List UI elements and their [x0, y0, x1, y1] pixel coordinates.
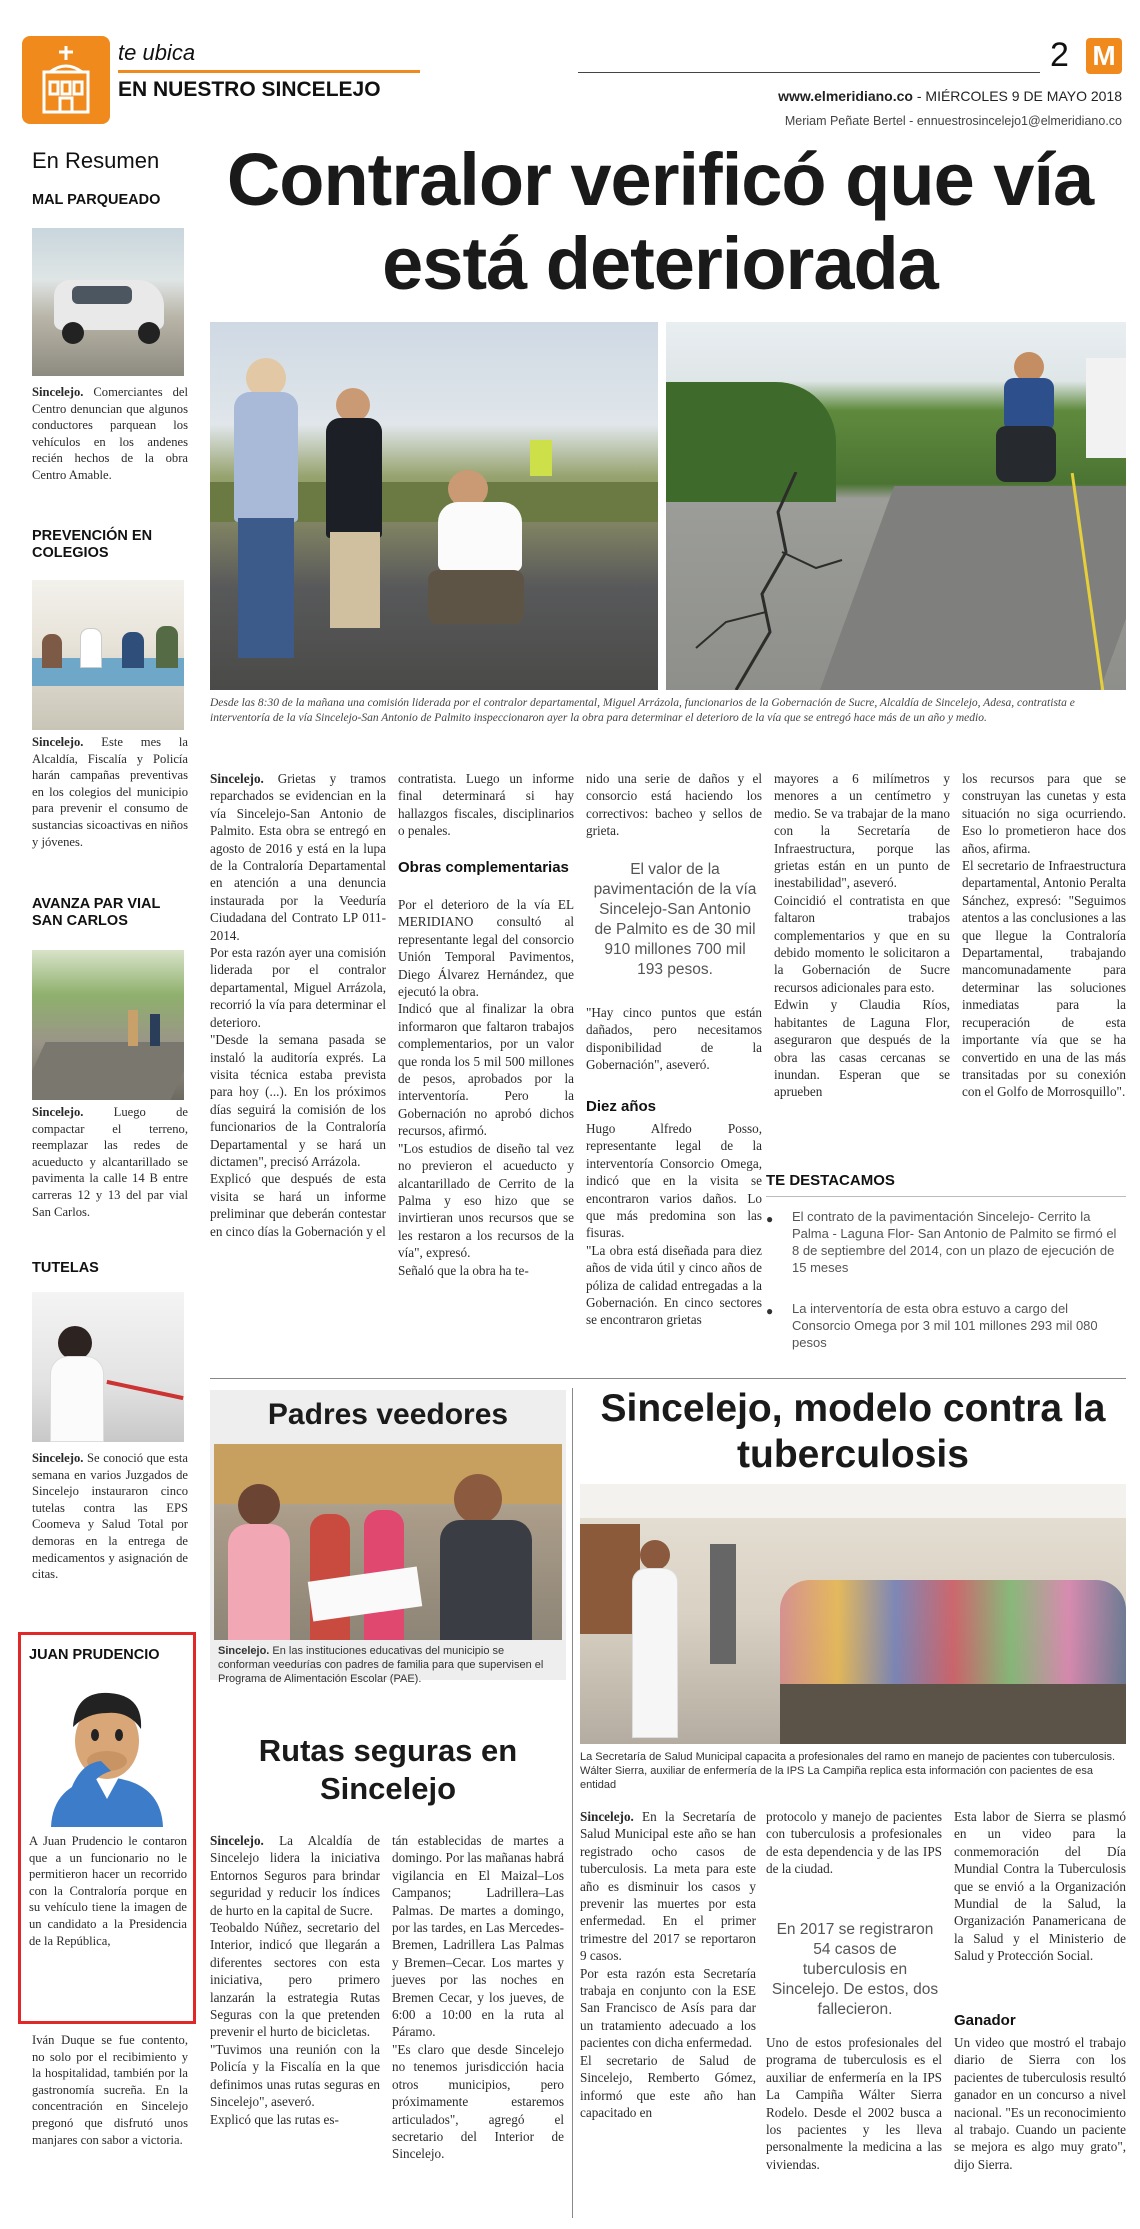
photo-cracked-road [666, 322, 1126, 690]
bullet-icon: ● [766, 1212, 774, 1226]
destacamos-rule [766, 1196, 1126, 1197]
section-title: EN NUESTRO SINCELEJO [118, 78, 381, 101]
destacamos-item-2: ● La interventoría de esta obra estuvo a cargo del Consorcio Omega por 3 mil 101 millones 293 mil 080 pesos [766, 1301, 1098, 1350]
main-col2-subhead: Obras complementarias [398, 859, 569, 876]
tuberculosis-col3a: Esta labor de Sierra se plasmó en un video para la conmemoración del Día Mundial Contra la Tuberculosis que se envió a la Organización Mundial de la Salud, la Organización Panamericana de la Salud y el Ministerio de Salud y Protección Social. [954, 1809, 1126, 1964]
sidebar-head-tutelas: TUTELAS [32, 1260, 99, 1276]
site-link[interactable]: www.elmeridiano.co [778, 88, 913, 104]
rutas-col1: Sincelejo. La Alcaldía de Sincelejo lidera la iniciativa Entornos Seguros para brindar seguridad y reducir los índices de hurto en la capital de Sucre. Teobaldo Núñez, secretario del Interior, indicó que llegarán a diferentes sectores con esta iniciativa, pero primero lanzarán la estrategia Rutas Seguras con la que pretenden prevenir el hurto de bicicletas. "Tuvimos una reunión con la Policía y la Fiscalía en la que definimos unas rutas seguras en Sincelejo", aseveró. Explicó que las rutas es- [210, 1833, 380, 2127]
section-rule [118, 70, 420, 73]
main-col3c: Hugo Alfredo Posso, representante legal de la interventoría Consorcio Omega, indicó que en la visita se encontraron varios daños. Lo que más predomina son las fisuras. "La obra está diseñada para diez años de vida útil y cinco años de póliza de calidad entregadas a la Gobernación. En cinco sectores se encontraron grietas [586, 1121, 762, 1328]
sidebar-head-parvial: AVANZA PAR VIAL SAN CARLOS [32, 896, 161, 929]
section-pre: te ubica [118, 40, 196, 65]
juan-prudencio-head: JUAN PRUDENCIO [29, 1647, 160, 1663]
main-col2b: Por el deterioro de la vía EL MERIDIANO consultó al representante legal del consorcio Unión Temporal Pavimentos, Diego Álvarez Hernández, que ejecutó la obra. Indicó que al finalizar la obra informaron que faltaron trabajos complementarios, por un valor que ronda los 5 mil 500 millones de pesos, aprobados por la interventoría. Pero la Gobernación no aprobó dichos recursos, afirmó. "Los estudios de diseño tal vez no previeron el acueducto y alcantarillado de Cerrito de la Palma y eso hizo que se invirtieran unos recursos que se les restaron a los recursos de la vía", expresó. Señaló que la obra ha te- [398, 897, 574, 1278]
page-number: 2 [1050, 36, 1069, 74]
tuberculosis-col2a: protocolo y manejo de pacientes con tuberculosis a profesionales de esta dependencia y de las IPS de la ciudad. [766, 1809, 942, 1877]
main-col3-subhead: Diez años [586, 1098, 657, 1115]
header-rule [578, 72, 1040, 73]
photo-inspection [210, 322, 658, 690]
juan-prudencio-text: A Juan Prudencio le contaron que a un funcionario no le permitieron hacer un recorrido con la Contraloría porque en su vehículo tiene la imagen de un candidato a la Presidencia de la República, [29, 1834, 187, 1948]
photo-parents [214, 1444, 562, 1640]
section-logo [22, 36, 110, 124]
section-divider [210, 1378, 1126, 1379]
sidebar-text-tutelas: Sincelejo. Se conoció que esta semana en varios Juzgados de Sincelejo instauraron cinco tutelas contra las EPS Coomeva y Salud Total por demoras en la entrega de medicamentos y asignación de citas. [32, 1451, 188, 1582]
main-headline: Contralor verificó que vía está deteriorada [226, 138, 1094, 305]
main-photo-caption: Desde las 8:30 de la mañana una comisión liderada por el contralor departamental, Miguel Arrázola, funcionarios de la Gobernación de Sucre, Alcaldía de Sincelejo, Adesa, contratista e interventoría de la vía Sincelejo-San Antonio de Palmito inspeccionaron ayer la obra para determinar el deterioro de la vía que se entregó hace más de un año y medio. [210, 697, 1075, 724]
newspaper-logo: M [1086, 38, 1122, 74]
dateline [778, 88, 1122, 104]
church-icon [22, 36, 110, 124]
sidebar-text-parqueado: Sincelejo. Comerciantes del Centro denuncian que algunos conductores parquean los vehículos en los andenes recién hechos de la obra Centro Amable. [32, 385, 188, 482]
tuberculosis-col1: Sincelejo. En la Secretaría de Salud Municipal este año se han registrado ocho casos de tuberculosis. La meta para este año es disminuir los casos y prevenir las muertes por esta enfermedad. En el primer trimestre del 2017 se reportaron 9 casos. Por esta razón esta Secretaría trabaja en conjunto con la ESE San Francisco de Asís para dar un tratamiento adecuado a los pacientes con dicha enfermedad. El secretario de Salud de Sincelejo, Remberto Gómez, informó que este año han capacitado en [580, 1809, 756, 2120]
sidebar-text-parvial: Sincelejo. Luego de compactar el terreno, reemplazar las redes de acueducto y alcantarillado se pavimenta la calle 14 B entre carreras 12 y 13 del par vial San Carlos. [32, 1105, 188, 1219]
tuberculosis-col3-subhead: Ganador [954, 2012, 1016, 2029]
padres-caption: Sincelejo. En las instituciones educativas del municipio se conforman veedurías con padres de familia para que supervisen el Programa de Alimentación Escolar (PAE). [218, 1645, 544, 1685]
column-divider [572, 1388, 573, 2218]
photo-court-office [32, 1292, 184, 1442]
padres-title: Padres veedores [267, 1398, 509, 1431]
photo-parked-car [32, 228, 184, 376]
juan-prudencio-box [18, 1632, 196, 2024]
bullet-icon: ● [766, 1304, 774, 1318]
destacamos-item-1: ● El contrato de la pavimentación Sincelejo- Cerrito la Palma - Laguna Flor- San Antonio de Palmito se firmó el 8 de septiembre del 2014, con un plazo de ejecución de 15 meses [766, 1209, 1117, 1275]
cartoon-man-icon [31, 1677, 183, 1827]
photo-health-workshop [580, 1484, 1126, 1744]
photo-street-works [32, 950, 184, 1100]
sidebar-title: En Resumen [32, 148, 160, 173]
byline: Meriam Peñate Bertel - ennuestrosincelejo1@elmeridiano.co [784, 114, 1122, 128]
main-col3b: "Hay cinco puntos que están dañados, pero necesitamos disponibilidad de la Gobernación", aseveró. [586, 1005, 762, 1073]
tuberculosis-title: Sincelejo, modelo contra la tuberculosis [600, 1387, 1106, 1476]
main-col2a: contratista. Luego un informe final determinará si hay hallazgos fiscales, disciplinarios o penales. [398, 771, 574, 839]
padres-box [210, 1390, 566, 1685]
date-text: - MIÉRCOLES 9 DE MAYO 2018 [912, 88, 1122, 104]
tuberculosis-caption: La Secretaría de Salud Municipal capacita a profesionales del ramo en manejo de pacientes con tuberculosis. Wálter Sierra, auxiliar de enfermería de la IPS La Campiña replica esta información con pacientes de esa entidad [580, 1751, 1116, 1791]
main-col5: los recursos para que se construyan las cunetas y esta situación no siga ocurriendo. Eso lo prometieron hace dos años, afirma. El secretario de Infraestructura departamental, Antonio Peralta Sánchez, expresó: "Seguimos atentos a las conclusiones a las que llegue la Contraloría Departamental, trabajando mancomunadamente para determinar las soluciones inmediatas para la recuperación de esta importante vía que se ha convertido en una de las más transitadas por su conexión con el Golfo de Morrosquillo". [962, 771, 1126, 1100]
tuberculosis-col2b: Uno de estos profesionales del programa de tuberculosis es el auxiliar de enfermería en la IPS La Campiña Wálter Sierra Rodelo. Desde el 2002 busca a los pacientes y les lleva personalmente la medicina a las viviendas. [766, 2035, 942, 2172]
sidebar-head-prevencion: PREVENCIÓN EN COLEGIOS [32, 528, 153, 561]
sidebar-text-prevencion: Sincelejo. Este mes la Alcaldía, Fiscalía y Policía harán campañas preventivas en los colegios del municipio para prevenir el consumo de sustancias sicoactivas en niños y jóvenes. [32, 735, 188, 849]
destacamos-title: TE DESTACAMOS [766, 1172, 895, 1189]
main-col1: Sincelejo. Grietas y tramos reparchados se evidencian en la vía Sincelejo-San Antonio de Palmito. Esta obra se entregó en agosto de 2016 y está en la lupa de la Contraloría Departamental en atención a una denuncia instaurada por la Veeduría Ciudadana del Contrato LP 011-2014. Por esta razón ayer una comisión liderada por el contralor departamental, Miguel Arrázola, recorrió la vía para determinar el deterioro. "Desde la semana pasada se instaló la auditoría exprés. La visita técnica estaba prevista para hoy (...). En los próximos días seguirá la comisión de los funcionarios de la Contraloría Departamental y se hará un dictamen", precisó Arrázola. Explicó que después de esta visita se hará un informe preliminar que deberán contestar en cinco días la Gobernación y el [210, 771, 386, 1239]
rutas-col2: tán establecidas de martes a domingo. Por las mañanas habrá vigilancia en El Maizal–Los Campanos; Ladrillera–Las Palmas. De martes a domingo, por las tardes, en Las Mercedes-Bremen, Ladrillera Las Palmas y Bremen–Cecar. Los martes y jueves por las noches en Bremen Cecar, y los jueves, de 6:00 a 10:00 en la ruta al Páramo. "Es claro que desde Sincelejo no tenemos jurisdicción hacia otros municipios, pero próximamente estaremos articulados", agregó el secretario del Interior de Sincelejo. [392, 1833, 564, 2162]
main-pull-quote: El valor de la pavimentación de la vía Sincelejo-San Antonio de Palmito es de 30 mil 910 millones 700 mil 193 pesos. [593, 861, 757, 978]
main-col4: mayores a 6 milímetros y menores a un centímetro y medio. Se va trabajar de la mano con la Secretaría de Infraestructura, porque las grietas están en un punto de inestabilidad", aseveró. Coincidió el contratista en que faltaron trabajos complementarios y que en su debido momento le solicitaron a la Gobernación de Sucre recursos adicionales para esto. Edwin y Claudia Ríos, habitantes de Laguna Flor, aseguraron que después de la obra las casas cercanas se inundan. Esperan que se aprueben [774, 771, 950, 1100]
juan-prudencio-continued: Iván Duque se fue contento, no solo por el recibimiento y la hospitalidad, también por la gastronomía sucreña. En la concentración en Sincelejo pregonó que disfrutó unos manjares con sabor a victoria. [32, 2033, 188, 2147]
rutas-title: Rutas seguras en Sincelejo [258, 1733, 518, 1806]
juan-prudencio-cartoon [31, 1677, 183, 1827]
main-col3a: nido una serie de daños y el consorcio está haciendo los correctivos: bacheo y sellos de grieta. [586, 771, 762, 839]
sidebar-head-parqueado: MAL PARQUEADO [32, 192, 161, 208]
photo-meeting [32, 580, 184, 730]
tuberculosis-pull-quote: En 2017 se registraron 54 casos de tuberculosis en Sincelejo. De estos, dos fallecieron. [771, 1921, 939, 2018]
tuberculosis-col3b: Un video que mostró el trabajo diario de Sierra con los pacientes de tuberculosis resultó ganador en un concurso a nivel nacional. "Es un reconocimiento al trabajo. Cuando un paciente se mejora es algo muy grato", dijo Sierra. [954, 2035, 1126, 2172]
